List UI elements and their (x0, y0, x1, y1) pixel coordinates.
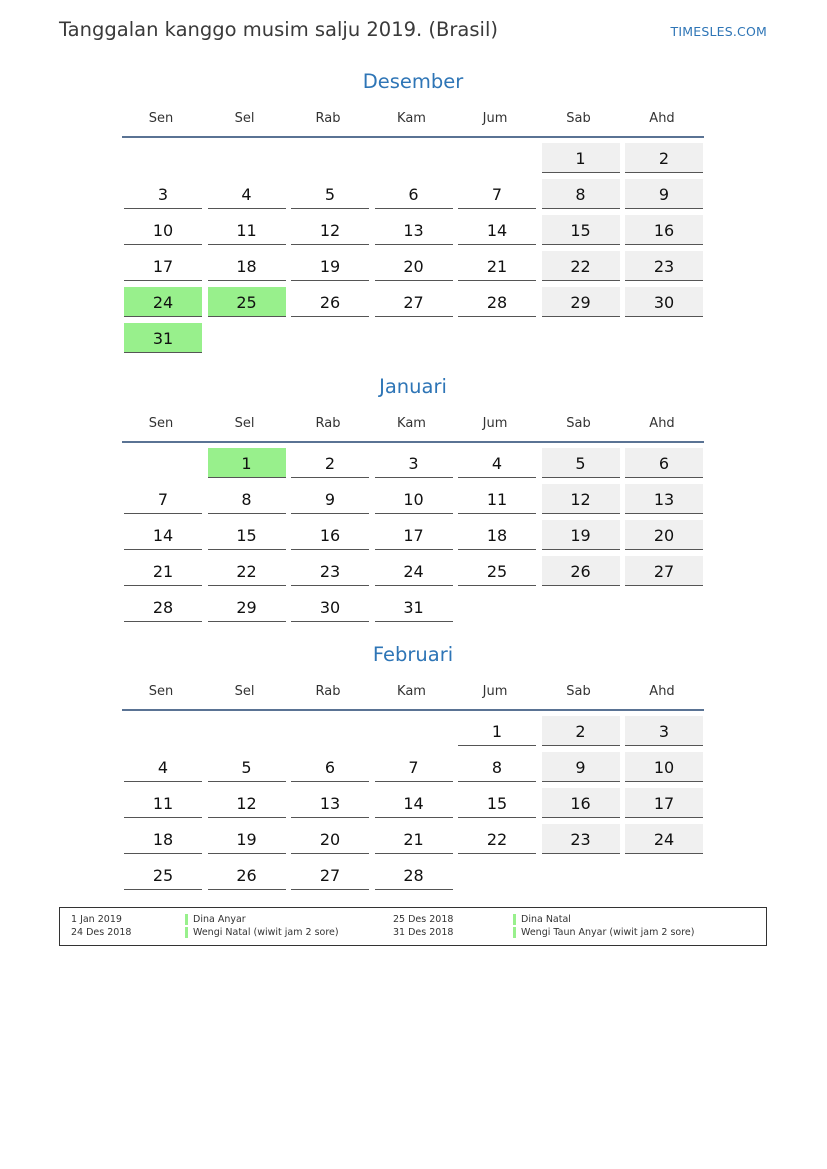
day-cell[interactable]: 4 (124, 752, 202, 782)
day-cell[interactable]: 11 (458, 484, 536, 514)
legend-holiday-marker (513, 914, 516, 925)
day-cell[interactable]: 27 (375, 287, 453, 317)
day-cell[interactable]: 27 (625, 556, 703, 586)
weekday-header: Sab (566, 111, 591, 126)
weekday-header: Rab (315, 111, 341, 126)
day-cell[interactable]: 9 (542, 752, 620, 782)
day-cell[interactable]: 19 (291, 251, 369, 281)
weekday-header: Ahd (649, 111, 675, 126)
weekday-divider (122, 441, 704, 443)
day-cell[interactable]: 6 (375, 179, 453, 209)
day-cell[interactable]: 1 (542, 143, 620, 173)
day-cell[interactable]: 25 (458, 556, 536, 586)
legend-date: 24 Des 2018 (71, 927, 132, 938)
month-title: Februari (372, 643, 454, 666)
day-cell[interactable]: 12 (208, 788, 286, 818)
day-cell[interactable]: 28 (375, 860, 453, 890)
day-cell[interactable]: 4 (208, 179, 286, 209)
legend-holiday-marker (185, 927, 188, 938)
day-cell[interactable]: 16 (291, 520, 369, 550)
day-cell[interactable]: 24 (625, 824, 703, 854)
weekday-header: Sen (148, 416, 174, 431)
day-cell[interactable]: 26 (291, 287, 369, 317)
day-cell[interactable]: 31 (375, 592, 453, 622)
day-cell[interactable]: 8 (458, 752, 536, 782)
day-cell[interactable]: 8 (542, 179, 620, 209)
day-cell[interactable]: 9 (625, 179, 703, 209)
day-cell[interactable]: 30 (291, 592, 369, 622)
weekday-divider (122, 136, 704, 138)
weekday-header: Sen (148, 111, 174, 126)
day-cell[interactable]: 12 (291, 215, 369, 245)
brand-logo[interactable]: TIMESLES.COM (670, 24, 767, 39)
day-cell[interactable]: 7 (458, 179, 536, 209)
day-cell[interactable]: 31 (124, 323, 202, 353)
day-cell[interactable]: 30 (625, 287, 703, 317)
day-cell[interactable]: 18 (124, 824, 202, 854)
day-cell[interactable]: 18 (208, 251, 286, 281)
day-cell[interactable]: 15 (458, 788, 536, 818)
weekday-header: Jum (482, 416, 508, 431)
day-cell[interactable]: 15 (208, 520, 286, 550)
day-cell[interactable]: 20 (625, 520, 703, 550)
day-cell[interactable]: 1 (458, 716, 536, 746)
day-cell[interactable]: 4 (458, 448, 536, 478)
weekday-header: Sel (234, 684, 255, 699)
day-cell[interactable]: 28 (124, 592, 202, 622)
day-cell[interactable]: 17 (625, 788, 703, 818)
legend-holiday-marker (185, 914, 188, 925)
day-cell[interactable]: 13 (375, 215, 453, 245)
weekday-header: Sen (148, 684, 174, 699)
day-cell[interactable]: 20 (375, 251, 453, 281)
weekday-header: Jum (482, 111, 508, 126)
day-cell[interactable]: 23 (291, 556, 369, 586)
day-cell[interactable]: 7 (375, 752, 453, 782)
day-cell[interactable]: 6 (625, 448, 703, 478)
day-cell[interactable]: 1 (208, 448, 286, 478)
day-cell[interactable]: 16 (625, 215, 703, 245)
day-cell[interactable]: 23 (625, 251, 703, 281)
weekday-header: Sab (566, 684, 591, 699)
weekday-divider (122, 709, 704, 711)
day-cell[interactable]: 29 (208, 592, 286, 622)
day-cell[interactable]: 8 (208, 484, 286, 514)
day-cell[interactable]: 14 (375, 788, 453, 818)
day-cell[interactable]: 24 (124, 287, 202, 317)
weekday-header: Kam (397, 416, 426, 431)
legend-date: 1 Jan 2019 (71, 914, 122, 925)
weekday-header: Sel (234, 111, 255, 126)
legend-name: Wengi Natal (wiwit jam 2 sore) (193, 927, 339, 938)
day-cell[interactable]: 25 (124, 860, 202, 890)
day-cell[interactable]: 17 (375, 520, 453, 550)
legend-date: 31 Des 2018 (393, 927, 454, 938)
weekday-header: Jum (482, 684, 508, 699)
day-cell[interactable]: 21 (375, 824, 453, 854)
day-cell[interactable]: 6 (291, 752, 369, 782)
holiday-legend (59, 907, 767, 946)
day-cell[interactable]: 28 (458, 287, 536, 317)
day-cell[interactable]: 7 (124, 484, 202, 514)
day-cell[interactable]: 27 (291, 860, 369, 890)
day-cell[interactable]: 18 (458, 520, 536, 550)
weekday-header: Ahd (649, 416, 675, 431)
legend-name: Wengi Taun Anyar (wiwit jam 2 sore) (521, 927, 695, 938)
legend-holiday-marker (513, 927, 516, 938)
day-cell[interactable]: 13 (291, 788, 369, 818)
month-title: Desember (362, 70, 464, 93)
day-cell[interactable]: 5 (208, 752, 286, 782)
day-cell[interactable]: 22 (458, 824, 536, 854)
day-cell[interactable]: 25 (208, 287, 286, 317)
day-cell[interactable]: 23 (542, 824, 620, 854)
day-cell[interactable]: 21 (124, 556, 202, 586)
day-cell[interactable]: 26 (208, 860, 286, 890)
day-cell[interactable]: 19 (542, 520, 620, 550)
day-cell[interactable]: 10 (375, 484, 453, 514)
day-cell[interactable]: 10 (625, 752, 703, 782)
day-cell[interactable]: 2 (542, 716, 620, 746)
day-cell[interactable]: 3 (625, 716, 703, 746)
day-cell[interactable]: 26 (542, 556, 620, 586)
page-title: Tanggalan kanggo musim salju 2019. (Brasil) (59, 18, 498, 41)
day-cell[interactable]: 19 (208, 824, 286, 854)
weekday-header: Ahd (649, 684, 675, 699)
day-cell[interactable]: 11 (208, 215, 286, 245)
day-cell[interactable]: 21 (458, 251, 536, 281)
weekday-header: Rab (315, 684, 341, 699)
day-cell[interactable]: 2 (291, 448, 369, 478)
weekday-header: Kam (397, 684, 426, 699)
day-cell[interactable]: 17 (124, 251, 202, 281)
day-cell[interactable]: 22 (208, 556, 286, 586)
day-cell[interactable]: 2 (625, 143, 703, 173)
day-cell[interactable]: 22 (542, 251, 620, 281)
weekday-header: Sel (234, 416, 255, 431)
day-cell[interactable]: 9 (291, 484, 369, 514)
day-cell[interactable]: 14 (458, 215, 536, 245)
weekday-header: Kam (397, 111, 426, 126)
day-cell[interactable]: 10 (124, 215, 202, 245)
weekday-header: Sab (566, 416, 591, 431)
legend-name: Dina Natal (521, 914, 571, 925)
day-cell[interactable]: 14 (124, 520, 202, 550)
day-cell[interactable]: 3 (375, 448, 453, 478)
legend-date: 25 Des 2018 (393, 914, 454, 925)
day-cell[interactable]: 11 (124, 788, 202, 818)
day-cell[interactable]: 15 (542, 215, 620, 245)
day-cell[interactable]: 3 (124, 179, 202, 209)
day-cell[interactable]: 16 (542, 788, 620, 818)
day-cell[interactable]: 20 (291, 824, 369, 854)
day-cell[interactable]: 5 (542, 448, 620, 478)
day-cell[interactable]: 24 (375, 556, 453, 586)
day-cell[interactable]: 29 (542, 287, 620, 317)
day-cell[interactable]: 13 (625, 484, 703, 514)
day-cell[interactable]: 5 (291, 179, 369, 209)
day-cell[interactable]: 12 (542, 484, 620, 514)
weekday-header: Rab (315, 416, 341, 431)
legend-name: Dina Anyar (193, 914, 246, 925)
month-title: Januari (379, 375, 447, 398)
